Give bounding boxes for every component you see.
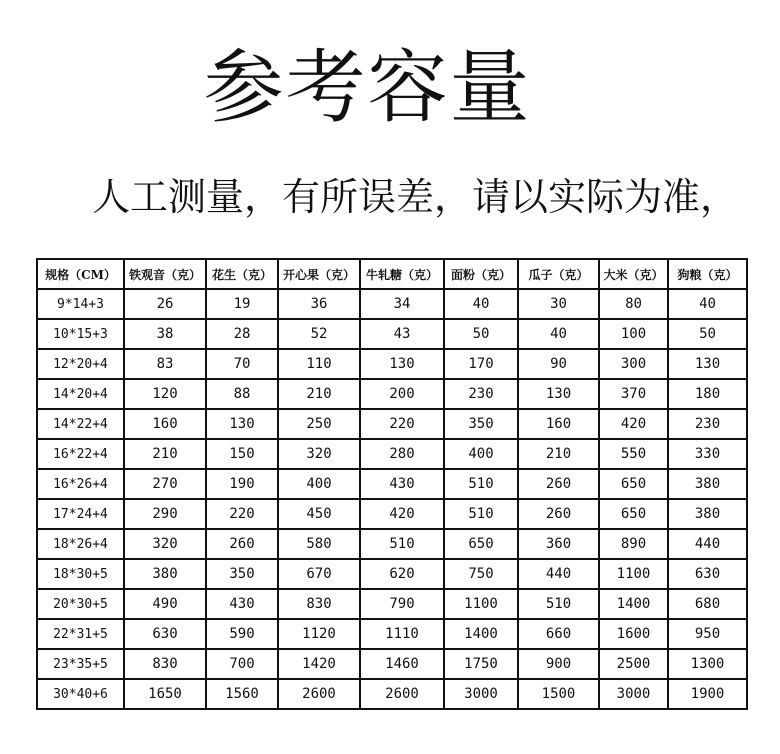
header-dog-food: 狗粮（克）: [668, 259, 747, 289]
capacity-cell: 320: [278, 439, 360, 469]
capacity-cell: 250: [278, 409, 360, 439]
capacity-cell: 28: [206, 319, 278, 349]
capacity-cell: 210: [124, 439, 206, 469]
capacity-cell: 490: [124, 589, 206, 619]
capacity-cell: 1500: [518, 679, 599, 709]
capacity-cell: 420: [599, 409, 668, 439]
header-rice: 大米（克）: [599, 259, 668, 289]
capacity-cell: 38: [124, 319, 206, 349]
capacity-cell: 210: [518, 439, 599, 469]
capacity-cell: 350: [206, 559, 278, 589]
capacity-cell: 90: [518, 349, 599, 379]
spec-cell: 16*26+4: [37, 469, 124, 499]
table-row: [37, 319, 747, 349]
capacity-cell: 34: [360, 289, 444, 319]
capacity-cell: 52: [278, 319, 360, 349]
capacity-cell: 260: [518, 499, 599, 529]
capacity-cell: 550: [599, 439, 668, 469]
capacity-cell: 440: [518, 559, 599, 589]
capacity-cell: 320: [124, 529, 206, 559]
table-row: [37, 589, 747, 619]
spec-cell: 9*14+3: [37, 289, 124, 319]
capacity-cell: 680: [668, 589, 747, 619]
capacity-cell: 400: [278, 469, 360, 499]
header-tieguanyin: 铁观音（克）: [124, 259, 206, 289]
capacity-cell: 50: [444, 319, 518, 349]
capacity-cell: 1300: [668, 649, 747, 679]
capacity-cell: 200: [360, 379, 444, 409]
table-row: [37, 469, 747, 499]
table-row: [37, 289, 747, 319]
capacity-cell: 40: [518, 319, 599, 349]
table-header-row: [37, 259, 747, 289]
capacity-cell: 170: [444, 349, 518, 379]
capacity-cell: 40: [668, 289, 747, 319]
capacity-cell: 830: [278, 589, 360, 619]
capacity-cell: 110: [278, 349, 360, 379]
page-subtitle: 人工测量，有所误差，请以实际为准，: [92, 175, 739, 219]
capacity-cell: 590: [206, 619, 278, 649]
capacity-cell: 650: [444, 529, 518, 559]
spec-cell: 14*22+4: [37, 409, 124, 439]
table-row: [37, 409, 747, 439]
capacity-cell: 270: [124, 469, 206, 499]
header-flour: 面粉（克）: [444, 259, 518, 289]
capacity-cell: 180: [668, 379, 747, 409]
capacity-cell: 1600: [599, 619, 668, 649]
capacity-cell: 1560: [206, 679, 278, 709]
table-row: [37, 529, 747, 559]
capacity-cell: 1400: [444, 619, 518, 649]
capacity-cell: 790: [360, 589, 444, 619]
table-row: [37, 349, 747, 379]
capacity-cell: 260: [206, 529, 278, 559]
capacity-cell: 350: [444, 409, 518, 439]
header-peanut: 花生（克）: [206, 259, 278, 289]
capacity-cell: 2600: [360, 679, 444, 709]
capacity-cell: 130: [518, 379, 599, 409]
capacity-cell: 430: [360, 469, 444, 499]
capacity-cell: 620: [360, 559, 444, 589]
capacity-cell: 380: [668, 499, 747, 529]
capacity-cell: 2500: [599, 649, 668, 679]
spec-cell: 17*24+4: [37, 499, 124, 529]
header-spec: 规格（CM）: [37, 259, 124, 289]
capacity-cell: 380: [124, 559, 206, 589]
capacity-cell: 36: [278, 289, 360, 319]
capacity-cell: 100: [599, 319, 668, 349]
capacity-cell: 83: [124, 349, 206, 379]
capacity-cell: 380: [668, 469, 747, 499]
table-row: [37, 559, 747, 589]
table-row: [37, 649, 747, 679]
capacity-cell: 43: [360, 319, 444, 349]
capacity-cell: 1460: [360, 649, 444, 679]
capacity-cell: 40: [444, 289, 518, 319]
table-row: [37, 379, 747, 409]
capacity-cell: 360: [518, 529, 599, 559]
capacity-cell: 280: [360, 439, 444, 469]
capacity-cell: 370: [599, 379, 668, 409]
capacity-table: [36, 258, 748, 710]
spec-cell: 23*35+5: [37, 649, 124, 679]
table-row: [37, 679, 747, 709]
capacity-cell: 510: [444, 469, 518, 499]
capacity-cell: 510: [444, 499, 518, 529]
spec-cell: 20*30+5: [37, 589, 124, 619]
spec-cell: 12*20+4: [37, 349, 124, 379]
capacity-cell: 1900: [668, 679, 747, 709]
header-nougat: 牛轧糖（克）: [360, 259, 444, 289]
header-melon-seeds: 瓜子（克）: [518, 259, 599, 289]
capacity-cell: 450: [278, 499, 360, 529]
capacity-cell: 1100: [599, 559, 668, 589]
capacity-cell: 650: [599, 499, 668, 529]
table-row: [37, 439, 747, 469]
page-title: 参考容量: [203, 41, 532, 134]
capacity-cell: 120: [124, 379, 206, 409]
capacity-cell: 300: [599, 349, 668, 379]
capacity-cell: 3000: [599, 679, 668, 709]
header-pistachio: 开心果（克）: [278, 259, 360, 289]
capacity-cell: 670: [278, 559, 360, 589]
capacity-cell: 890: [599, 529, 668, 559]
capacity-cell: 160: [518, 409, 599, 439]
capacity-cell: 950: [668, 619, 747, 649]
capacity-cell: 1110: [360, 619, 444, 649]
capacity-cell: 30: [518, 289, 599, 319]
capacity-cell: 510: [518, 589, 599, 619]
capacity-cell: 220: [206, 499, 278, 529]
capacity-cell: 19: [206, 289, 278, 319]
capacity-cell: 1420: [278, 649, 360, 679]
capacity-cell: 50: [668, 319, 747, 349]
capacity-cell: 1650: [124, 679, 206, 709]
spec-cell: 14*20+4: [37, 379, 124, 409]
capacity-cell: 3000: [444, 679, 518, 709]
capacity-cell: 700: [206, 649, 278, 679]
spec-cell: 18*26+4: [37, 529, 124, 559]
capacity-cell: 70: [206, 349, 278, 379]
capacity-cell: 750: [444, 559, 518, 589]
capacity-cell: 510: [360, 529, 444, 559]
table-row: [37, 499, 747, 529]
capacity-cell: 630: [668, 559, 747, 589]
capacity-cell: 330: [668, 439, 747, 469]
capacity-cell: 190: [206, 469, 278, 499]
table-body: [37, 289, 747, 709]
spec-cell: 30*40+6: [37, 679, 124, 709]
capacity-cell: 1120: [278, 619, 360, 649]
capacity-cell: 230: [444, 379, 518, 409]
capacity-cell: 420: [360, 499, 444, 529]
capacity-cell: 660: [518, 619, 599, 649]
capacity-cell: 220: [360, 409, 444, 439]
capacity-cell: 80: [599, 289, 668, 319]
spec-cell: 16*22+4: [37, 439, 124, 469]
capacity-cell: 900: [518, 649, 599, 679]
capacity-cell: 440: [668, 529, 747, 559]
capacity-cell: 1100: [444, 589, 518, 619]
capacity-cell: 26: [124, 289, 206, 319]
capacity-cell: 1400: [599, 589, 668, 619]
capacity-cell: 400: [444, 439, 518, 469]
capacity-cell: 230: [668, 409, 747, 439]
capacity-cell: 2600: [278, 679, 360, 709]
capacity-cell: 130: [206, 409, 278, 439]
capacity-cell: 150: [206, 439, 278, 469]
capacity-cell: 130: [360, 349, 444, 379]
capacity-cell: 290: [124, 499, 206, 529]
capacity-cell: 430: [206, 589, 278, 619]
capacity-cell: 650: [599, 469, 668, 499]
capacity-cell: 630: [124, 619, 206, 649]
table-row: [37, 619, 747, 649]
spec-cell: 10*15+3: [37, 319, 124, 349]
capacity-cell: 1750: [444, 649, 518, 679]
capacity-cell: 580: [278, 529, 360, 559]
capacity-cell: 210: [278, 379, 360, 409]
capacity-cell: 830: [124, 649, 206, 679]
capacity-cell: 88: [206, 379, 278, 409]
spec-cell: 18*30+5: [37, 559, 124, 589]
capacity-cell: 160: [124, 409, 206, 439]
capacity-cell: 260: [518, 469, 599, 499]
capacity-cell: 130: [668, 349, 747, 379]
spec-cell: 22*31+5: [37, 619, 124, 649]
